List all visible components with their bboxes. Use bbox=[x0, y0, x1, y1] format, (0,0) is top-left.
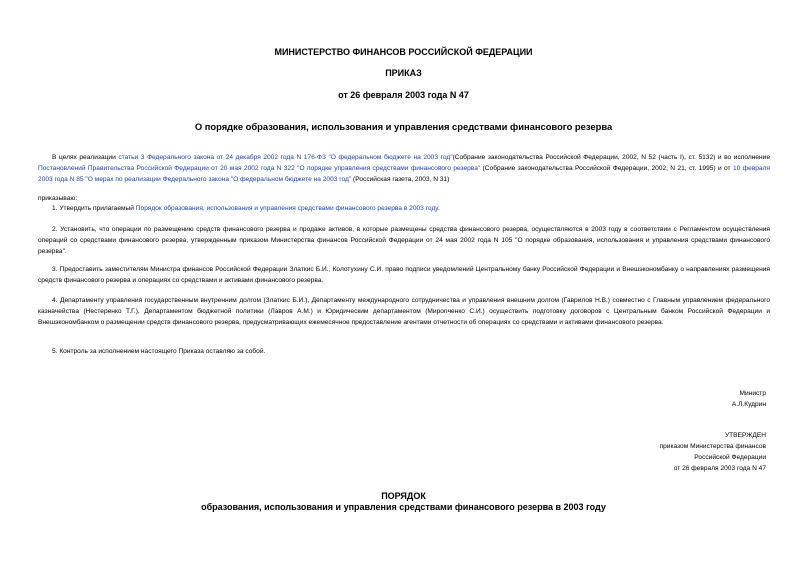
doc-title-heading: О порядке образования, использования и управления средствами финансового резерва bbox=[194, 121, 613, 132]
signature-name: А.Л.Кудрин bbox=[731, 401, 766, 408]
signature-block bbox=[566, 388, 766, 410]
link-government-decree-322[interactable]: Постановлений Правительства Российской Федерации от 20 мая 2002 года N 322 "О порядке управления средствами финансового резерва" bbox=[38, 165, 481, 172]
approval-line-3: Российской Федерации bbox=[694, 454, 766, 461]
preamble-text-3: (Собрание законодательства Российской Федерации, 2002, N 21, ст. 1995) и от bbox=[480, 165, 733, 172]
order-item-1-text: 1. Утвердить прилагаемый bbox=[52, 205, 136, 212]
preamble-text-4: (Российская газета, 2003, N 31) bbox=[351, 176, 450, 183]
approval-block bbox=[566, 430, 766, 474]
preamble-text-1: В целях реализации bbox=[52, 154, 119, 161]
signature-position: Министр bbox=[739, 390, 766, 397]
order-item-5-text: 5. Контроль за исполнением настоящего Приказа оставляю за собой. bbox=[52, 348, 266, 355]
annex-subtitle: образования, использования и управления средствами финансового резерва в 2003 году bbox=[201, 502, 606, 512]
order-item-4-text: 4. Департаменту управления государственным внутренним долгом (Златкис Б.И.), Департаменту международного сотрудничества и управления внешним долгом (Гаврилов Н.В.) совместно с Главным управлением федерального казначейства (Нестеренко Т.Г.), Департаментом бюджетной политики (Лавров А.М.) и Юридическим департаментом (Мирonченко С.И.) осуществить подготовку договоров с Центральным банком Российской Федерации и Внешэкономбанком о размещении средств финансового резерва, предусматривающих ежемесячное предоставление агентами отчетности об операциях со средствами и активами финансового резерва. bbox=[38, 297, 770, 326]
approval-line-1: УТВЕРЖДЕН bbox=[724, 432, 766, 439]
preamble-paragraph bbox=[38, 152, 770, 185]
order-item-3 bbox=[38, 264, 770, 286]
link-government-decree-85[interactable]: 10 февраля 2003 года N 85 "О мерах по реализации Федерального закона "О федеральном бюджете на 2003 год" bbox=[38, 165, 771, 183]
order-item-4 bbox=[38, 295, 770, 328]
order-item-2-text: 2. Установить, что операции по размещению средств финансового резерва и продаже активов, в которые размещены средства финансового резерва, осуществляются в 2003 году в соответствии с Регламентом осуществления операций со средствами финансового резерва, утвержденным приказом Министерства финансов Российской Федерации от 24 мая 2002 года N 105 "О порядке образования, использования и управления средствами финансового резерва". bbox=[38, 226, 770, 255]
link-federal-law-176[interactable]: статьи 3 Федерального закона от 24 декабря 2002 года N 176-ФЗ "О федеральном бюджете на 2003 год" bbox=[118, 154, 453, 161]
order-item-1-end: . bbox=[437, 205, 440, 212]
preamble-text-2: (Собрание законодательства Российской Федерации, 2002, N 52 (часть I), ст. 5132) и во исполнение bbox=[452, 154, 770, 161]
annex-title: ПОРЯДОК bbox=[381, 491, 426, 501]
orders-label: приказываю: bbox=[38, 195, 78, 202]
approval-line-2: приказом Министерства финансов bbox=[659, 443, 766, 450]
order-item-1 bbox=[38, 203, 770, 214]
doc-type-heading: ПРИКАЗ bbox=[385, 68, 422, 78]
ministry-heading: МИНИСТЕРСТВО ФИНАНСОВ РОССИЙСКОЙ ФЕДЕРАЦИИ bbox=[274, 47, 533, 57]
approval-line-4: от 26 февраля 2003 года N 47 bbox=[673, 465, 766, 472]
order-item-2 bbox=[38, 224, 770, 257]
link-procedure-2003[interactable]: Порядок образования, использования и управления средствами финансового резерва в 2003 году bbox=[135, 205, 438, 212]
doc-date-heading: от 26 февраля 2003 года N 47 bbox=[338, 90, 469, 100]
order-item-3-text: 3. Предоставить заместителям Министра финансов Российской Федерации Златкис Б.И., Колотухину С.И. право подписи уведомлений Центральному банку Российской Федерации и Внешэкономбанку о направлениях размещения средств финансового резерва и операциях со средствами и активами финансового резерва. bbox=[38, 266, 770, 284]
order-item-5 bbox=[38, 346, 770, 357]
